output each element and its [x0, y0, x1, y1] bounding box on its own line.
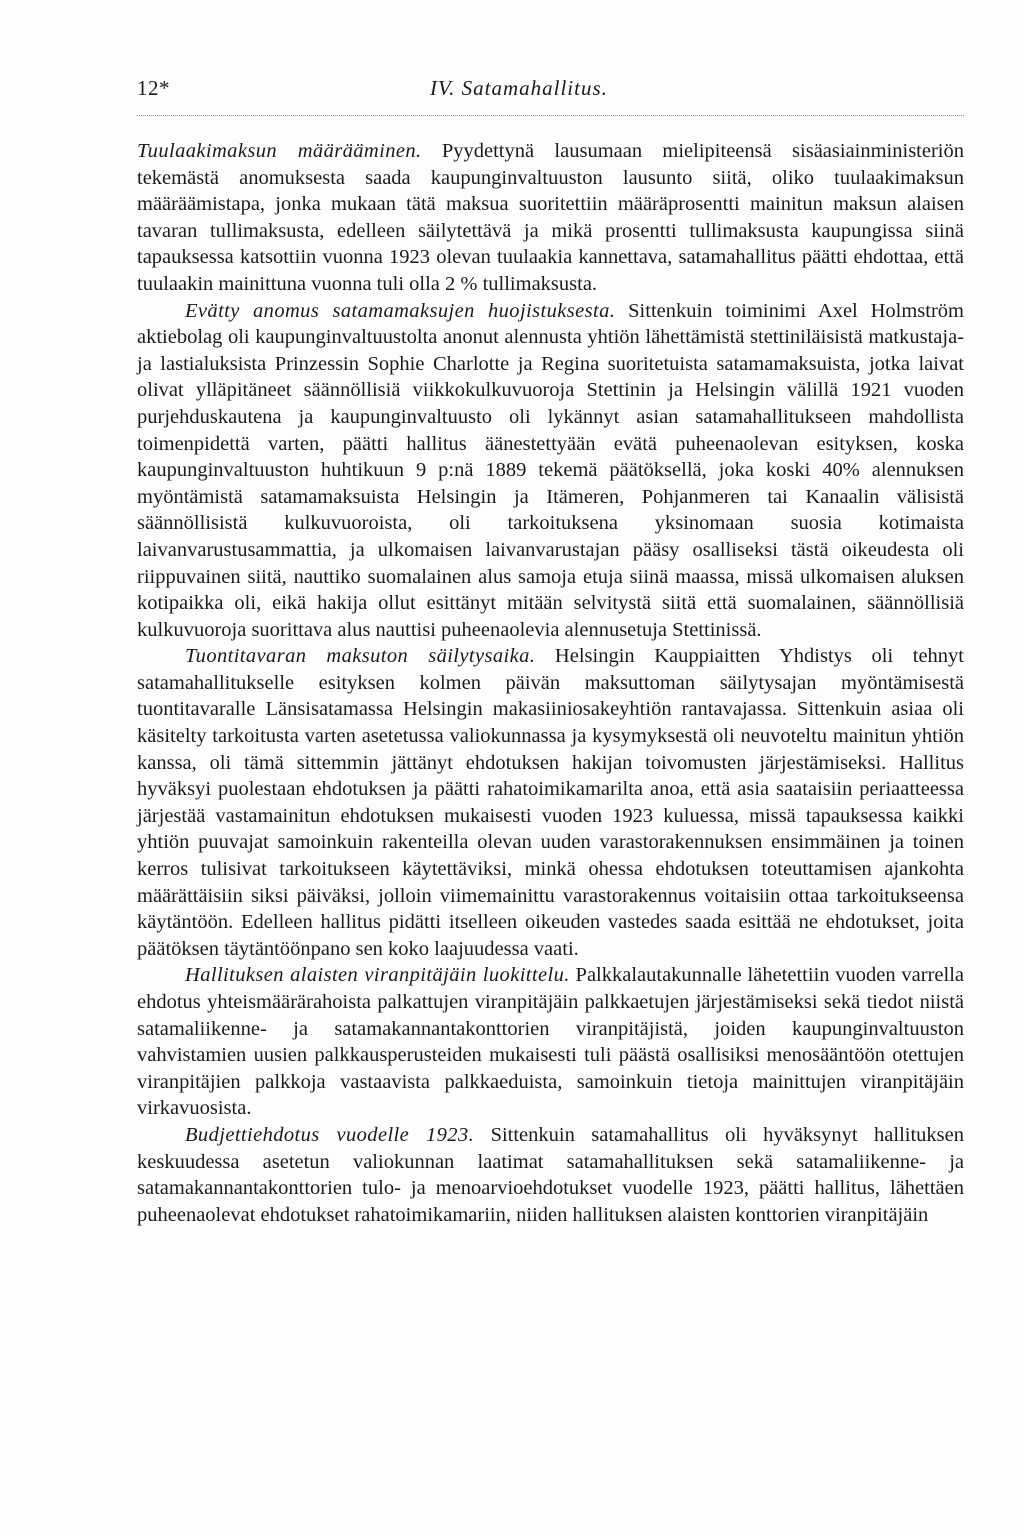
page-header: [137, 76, 964, 108]
paragraph-budjettiehdotus: [137, 1122, 964, 1228]
body-text: [137, 138, 964, 1228]
page-number: 12*: [137, 76, 170, 100]
section-heading: Evätty anomus satamamaksujen huojistuksesta.: [185, 299, 616, 322]
paragraph-text: Sittenkuin toiminimi Axel Holmström aktiebolag oli kaupunginvaltuustolta anonut alennusta yhtiön lähettämistä stettiniläisistä matkustaja- ja lastialuksista Prinzessin Sophie Charlotte ja Regina suoritetuista satamamaksuista, jotka laivat olivat ylläpitäneet säännöllisiä viikkokulkuvuoroja Stettinin ja Helsingin välillä 1921 vuoden purjehduskautena ja kaupunginvaltuusto oli lykännyt asian satamahallitukseen mahdollista toimenpidettä varten, päätti hallitus äänestettyään evätä puheenaolevan esityksen, koska kaupunginvaltuuston huhtikuun 9 p:nä 1889 tekemä päätöksellä, joka koski 40% alennuksen myöntämistä satamamaksuista Helsingin ja Itämeren, Pohjanmeren tai Kanaalin välisistä säännöllisistä kulkuvuoroista, oli tarkoituksena yksinomaan suosia kotimaista laivanvarustusammattia, ja ulkomaisen laivanvarustajan pääsy osalliseksi tästä oikeudesta oli riippuvainen siitä, nauttiko suomalainen alus samoja etuja siinä maassa, missä ulkomaisen aluksen kotipaikka oli, eikä hakija ollut esittänyt mitään selvitystä siitä että suomalainen, säännöllisiä kulkuvuoroja suorittava alus nauttisi puheenaolevia alennusetuja Stettinissä.: [137, 299, 965, 641]
section-heading: Tuulaakimaksun määrääminen.: [137, 140, 422, 162]
paragraph-satamamaksut: [137, 298, 964, 644]
running-head: IV. Satamahallitus.: [430, 76, 608, 100]
section-heading: Hallituksen alaisten viranpitäjäin luokittelu.: [185, 964, 570, 987]
paragraph-luokittelu: [137, 962, 964, 1122]
paragraph-tuulaakimaksu: [137, 138, 964, 298]
paragraph-text: Sittenkuin satamahallitus oli hyväksynyt hallituksen keskuudessa asetetun valiokunnan laatimat satamahallituksen sekä satamaliikenne- ja satamakannantakonttorien tulo- ja menoarvioehdotukset vuodelle 1923, päätti hallitus, lähettäen puheenaolevat ehdotukset rahatoimikamariin, niiden hallituksen alaisten konttorien viranpitäjäin: [137, 1123, 964, 1226]
paragraph-sailytysaika: [137, 643, 964, 962]
section-heading: Budjettiehdotus vuodelle 1923.: [185, 1123, 475, 1146]
header-rule: [137, 115, 964, 116]
paragraph-text: Helsingin Kauppiaitten Yhdistys oli tehnyt satamahallitukselle esityksen kolmen päivän maksuttoman säilytysajan myöntämisestä tuontitavaralle Länsisatamassa Helsingin makasiiniosakeyhtiön rantavajassa. Sittenkuin asiaa oli käsitelty tarkoitusta varten asetetussa valiokunnassa ja kysymyksestä oli neuvoteltu mainitun yhtiön kanssa, oli tämä sittemmin jättänyt ehdotuksen hakijan toivomusten järjestämiseksi. Hallitus hyväksyi puolestaan ehdotuksen ja päätti rahatoimikamarilta anoa, että asia saataisiin periaatteessa järjestää vastamainitun ehdotuksen mukaisesti vuoden 1923 kuluessa, missä tapauksessa kaikki yhtiön puuvajat samoinkuin rakenteilla olevan uuden varastorakennuksen ensimmäinen ja toinen kerros tulisivat tarkoitukseen käytettäviksi, minkä ohessa ehdotuksen toteuttamisen ajankohta määrättäisiin siksi päiväksi, jolloin viimemainittu varastorakennus voitaisiin ottaa tarkoitukseensa käytäntöön. Edelleen hallitus pidätti itselleen oikeuden vastedes saada esittää ne ehdotukset, joita päätöksen täytäntöönpano sen koko laajuudessa vaati.: [137, 645, 964, 960]
section-heading: Tuontitavaran maksuton säilytysaika.: [185, 645, 536, 668]
paragraph-text: Pyydettynä lausumaan mielipiteensä sisäasiainministeriön tekemästä anomuksesta saada kaupunginvaltuuston lausunto siitä, oliko tuulaakimaksun määräämistapa, jonka mukaan tätä maksua suoritettiin määräprosentti mainitun maksun alaisen tavaran tullimaksusta, edelleen säilytettävä ja mikä prosentti tullimaksusta kaupungissa siinä tapauksessa katsottiin vuonna 1923 olevan tuulaakia kannettava, satamahallitus päätti ehdottaa, että tuulaakin mainittuna vuonna tuli olla 2 % tullimaksusta.: [137, 140, 964, 295]
paragraph-text: Palkkalautakunnalle lähetettiin vuoden varrella ehdotus yhteismäärärahoista palkattujen viranpitäjäin palkkaetujen järjestämiseksi sekä tiedot niistä satamaliikenne- ja satamakannantakonttorien viranpitäjistä, joiden kaupunginvaltuuston vahvistamien uusien palkkausperusteiden mukaisesti tuli päästä osallisiksi menosääntöön otettujen viranpitäjien palkkoja vastaavista palkkaeduista, samoinkuin tietoja mainittujen viranpitäjäin virkavuosista.: [137, 964, 965, 1120]
